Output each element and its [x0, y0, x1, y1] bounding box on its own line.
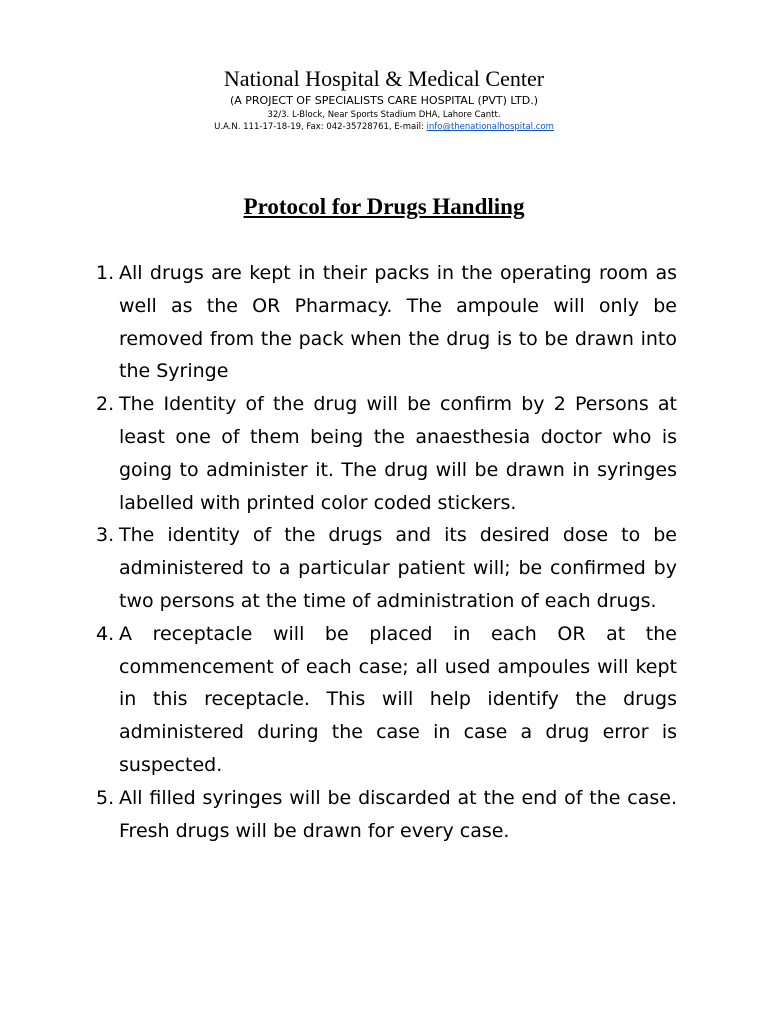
item-number: 1.	[96, 262, 115, 284]
document-title: Protocol for Drugs Handling	[243, 194, 525, 219]
item-number: 5.	[96, 786, 115, 809]
protocol-list	[92, 257, 677, 847]
protocol-item	[92, 782, 677, 848]
letterhead	[0, 66, 768, 133]
item-text: All drugs are kept in their packs in the operating room as well as the OR Pharmacy. The ampoule will only be removed from the pack when the drug is to be drawn into the Syringe	[119, 262, 677, 383]
item-text: The identity of the drugs and its desired dose to be administered to a particular patient will; be confirmed by two persons at the time of administration of each drugs.	[119, 524, 677, 612]
address-line: 32/3. L-Block, Near Sports Stadium DHA, Lahore Cantt.	[267, 110, 501, 120]
item-number: 4.	[96, 622, 115, 645]
contact-line	[0, 121, 768, 133]
protocol-item	[92, 388, 677, 519]
hospital-name: National Hospital & Medical Center	[223, 66, 545, 91]
project-line: (A PROJECT OF SPECIALISTS CARE HOSPITAL (PVT) LTD.)	[229, 94, 539, 107]
email-link[interactable]: info@thenationalhospital.com	[426, 122, 554, 132]
item-text: The Identity of the drug will be confirm by 2 Persons at least one of them being the anaesthesia doctor who is going to administer it. The drug will be drawn in syringes labelled with printed color coded stickers.	[119, 393, 677, 514]
protocol-item	[92, 519, 677, 617]
item-text: A receptacle will be placed in each OR at the commencement of each case; all used ampoules will kept in this receptacle. This will help identify the drugs administered during the case in case a drug error is suspected.	[119, 622, 677, 776]
item-text: All filled syringes will be discarded at the end of the case. Fresh drugs will be drawn for every case.	[119, 786, 677, 842]
item-number: 2.	[96, 393, 115, 416]
item-number: 3.	[96, 524, 115, 547]
protocol-item	[92, 618, 677, 782]
protocol-item	[92, 257, 677, 388]
contact-details: U.A.N. 111-17-18-19, Fax: 042-35728761, E-mail:	[214, 122, 427, 132]
